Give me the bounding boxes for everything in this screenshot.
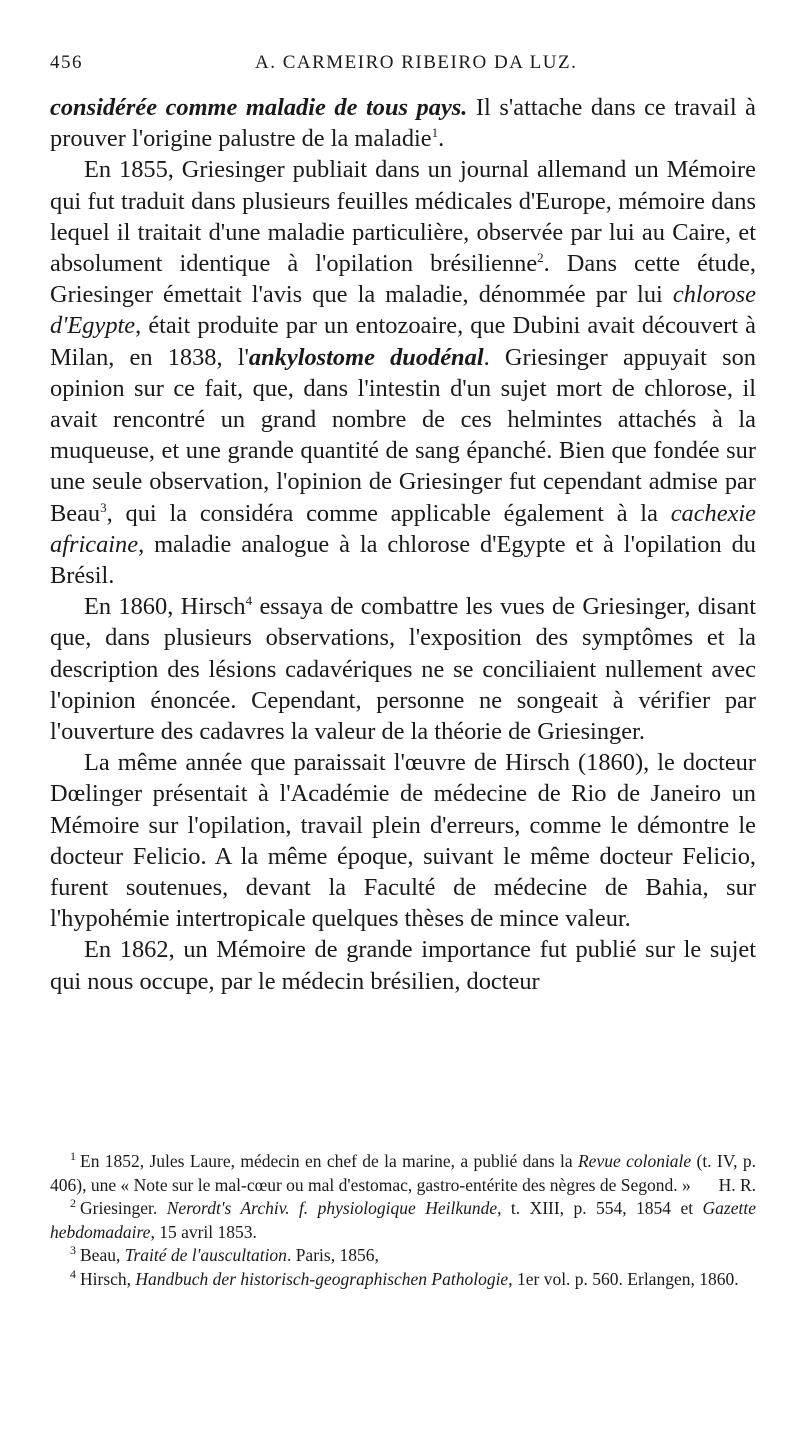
text-run: . Paris, 1856,: [286, 1245, 379, 1265]
paragraph-1: [50, 92, 756, 154]
text-run: En 1852, Jules Laure, médecin en chef de la marine, a publié dans la: [80, 1151, 578, 1171]
footnote-ref: 1: [431, 125, 439, 141]
emphasis: chlorose d'Egypte: [50, 281, 756, 340]
footnote-marker: 1: [70, 1149, 76, 1164]
running-title: A. CARMEIRO RIBEIRO DA LUZ.: [255, 52, 578, 73]
footnote-marker: 2: [70, 1196, 76, 1211]
text-run: , maladie analogue à la chlorose d'Egypte et à l'opilation du Brésil.: [50, 530, 756, 590]
emphasis: Handbuch der historisch-geographischen Pathologie: [135, 1268, 509, 1289]
page-header: [50, 52, 756, 92]
text-run: . Dans cette étude, Griesinger émettait l'avis que la maladie, dénommée par lui: [50, 250, 756, 309]
emphasis: ankylostome duodénal: [248, 343, 484, 371]
paragraph-5: En 1862, un Mémoire de grande importance fut publié sur le sujet qui nous occupe, par le médecin brésilien, docteur: [50, 936, 756, 995]
footnote-signature: H. R.: [718, 1174, 756, 1195]
paragraph-2: [50, 154, 756, 591]
text-run: Beau,: [80, 1245, 125, 1265]
paragraph-3: [50, 591, 756, 747]
text-run: Hirsch,: [80, 1268, 136, 1289]
footnote-2: [50, 1197, 756, 1244]
text-run: .: [438, 125, 445, 153]
emphasis: considérée comme maladie de tous pays.: [50, 94, 468, 121]
emphasis: cachexie africaine: [50, 499, 756, 558]
body-text: [50, 92, 756, 997]
text-run: (t. IV, p. 406), une « Note sur le mal-cœur ou mal d'estomac, gastro-entérite des nègres de Segond. »: [50, 1151, 756, 1195]
emphasis: Nerordt's Archiv. f. physiologique Heilkunde: [166, 1198, 498, 1218]
text-run: , 15 avril 1853.: [150, 1221, 257, 1242]
text-run: . Griesinger appuyait son opinion sur ce fait, que, dans l'intestin d'un sujet mort de chlorose, il avait rencontré un grand nombre de ces helmintes attachés à la muqueuse, et une grande quantité de sang épanché. Bien que fondée sur une seule observation, l'opinion de Griesinger fut cependant admise par Beau: [50, 343, 756, 527]
footnote-marker: 4: [70, 1266, 76, 1281]
footnote-ref: 3: [100, 499, 107, 515]
text-run: En 1860, Hirsch: [84, 593, 246, 621]
footnote-ref: 4: [245, 593, 253, 609]
footnote-4: [50, 1268, 756, 1292]
footnote-marker: 3: [70, 1243, 76, 1258]
emphasis: Revue coloniale: [577, 1151, 692, 1171]
text-run: En 1855, Griesinger publiait dans un journal allemand un Mémoire qui fut traduit dans plusieurs feuilles médicales d'Europe, mémoire dans lequel il traitait d'une maladie particulière, observée par lui au Caire, et absolument identique à l'opilation brésilienne: [50, 156, 756, 278]
page-number: 456: [50, 52, 83, 73]
text-run: , t. XIII, p. 554, 1854 et: [497, 1198, 703, 1218]
text-run: Il s'attache dans ce travail à prouver l'origine palustre de la maladie: [50, 94, 756, 153]
text-run: , était produite par un entozoaire, que Dubini avait découvert à Milan, en 1838, l': [50, 312, 756, 371]
text-run: essaya de combattre les vues de Griesinger, disant que, dans plusieurs observations, l'exposition des symptômes et la description des lésions cadavériques ne se conciliaient nullement avec l'opinion énoncée. Cependant, personne ne songeait à vérifier par l'ouverture des cadavres la valeur de la théorie de Griesinger.: [50, 593, 757, 746]
footnote-ref: 2: [537, 249, 544, 265]
text-run: Griesinger.: [80, 1198, 167, 1218]
text-run: , qui la considéra comme applicable également à la: [106, 499, 671, 527]
footnote-3: [50, 1244, 756, 1268]
paragraph-4: La même année que paraissait l'œuvre de Hirsch (1860), le docteur Dœlinger présentait à l'Académie de médecine de Rio de Janeiro un Mémoire sur l'opilation, travail plein d'erreurs, comme le démontre le docteur Felicio. A la même époque, suivant le même docteur Felicio, furent soutenues, devant la Faculté de médecine de Bahia, sur l'hypohémie intertropicale quelques thèses de mince valeur.: [50, 749, 756, 933]
footnote-1: [50, 1150, 756, 1197]
footnotes: [50, 1150, 756, 1291]
text-run: , 1er vol. p. 560. Erlangen, 1860.: [508, 1268, 739, 1289]
emphasis: Traité de l'auscultation: [124, 1245, 287, 1265]
emphasis: Gazette hebdomadaire: [50, 1198, 756, 1242]
